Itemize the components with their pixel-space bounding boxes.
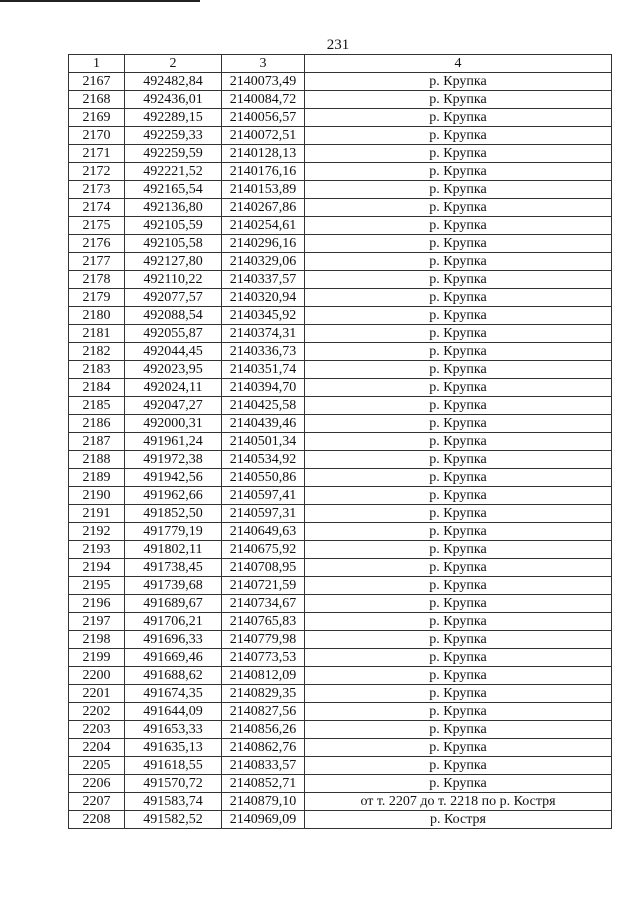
cell-y-coordinate: 2140597,31 <box>222 505 305 523</box>
cell-y-coordinate: 2140501,34 <box>222 433 305 451</box>
cell-y-coordinate: 2140852,71 <box>222 775 305 793</box>
column-header-point-number: 1 <box>69 55 125 73</box>
cell-description: р. Крупка <box>305 469 612 487</box>
cell-y-coordinate: 2140056,57 <box>222 109 305 127</box>
cell-y-coordinate: 2140374,31 <box>222 325 305 343</box>
cell-x-coordinate: 491696,33 <box>125 631 222 649</box>
cell-y-coordinate: 2140254,61 <box>222 217 305 235</box>
cell-description: р. Крупка <box>305 73 612 91</box>
cell-point-number: 2168 <box>69 91 125 109</box>
cell-x-coordinate: 492165,54 <box>125 181 222 199</box>
cell-description: р. Крупка <box>305 631 612 649</box>
table-row <box>69 379 612 397</box>
table-row <box>69 685 612 703</box>
cell-point-number: 2206 <box>69 775 125 793</box>
cell-y-coordinate: 2140337,57 <box>222 271 305 289</box>
cell-y-coordinate: 2140351,74 <box>222 361 305 379</box>
cell-description: р. Крупка <box>305 703 612 721</box>
cell-point-number: 2194 <box>69 559 125 577</box>
cell-x-coordinate: 491739,68 <box>125 577 222 595</box>
cell-x-coordinate: 491852,50 <box>125 505 222 523</box>
cell-description: р. Крупка <box>305 451 612 469</box>
cell-x-coordinate: 491738,45 <box>125 559 222 577</box>
cell-description: р. Крупка <box>305 685 612 703</box>
table-row <box>69 757 612 775</box>
cell-x-coordinate: 491689,67 <box>125 595 222 613</box>
table-row <box>69 181 612 199</box>
cell-y-coordinate: 2140329,06 <box>222 253 305 271</box>
cell-x-coordinate: 492105,59 <box>125 217 222 235</box>
top-rule <box>0 0 200 2</box>
cell-point-number: 2195 <box>69 577 125 595</box>
cell-x-coordinate: 491706,21 <box>125 613 222 631</box>
cell-point-number: 2183 <box>69 361 125 379</box>
cell-description: р. Крупка <box>305 127 612 145</box>
cell-point-number: 2180 <box>69 307 125 325</box>
cell-description: р. Крупка <box>305 559 612 577</box>
cell-description: р. Крупка <box>305 739 612 757</box>
table-row <box>69 667 612 685</box>
cell-point-number: 2174 <box>69 199 125 217</box>
cell-x-coordinate: 491972,38 <box>125 451 222 469</box>
cell-y-coordinate: 2140534,92 <box>222 451 305 469</box>
cell-description: р. Крупка <box>305 415 612 433</box>
cell-point-number: 2191 <box>69 505 125 523</box>
cell-x-coordinate: 492023,95 <box>125 361 222 379</box>
cell-point-number: 2196 <box>69 595 125 613</box>
cell-point-number: 2192 <box>69 523 125 541</box>
cell-y-coordinate: 2140550,86 <box>222 469 305 487</box>
table-row <box>69 811 612 829</box>
cell-description: р. Крупка <box>305 379 612 397</box>
table-header-row <box>69 55 612 73</box>
coordinates-table <box>68 54 612 829</box>
cell-point-number: 2197 <box>69 613 125 631</box>
cell-y-coordinate: 2140812,09 <box>222 667 305 685</box>
cell-description: р. Крупка <box>305 595 612 613</box>
cell-x-coordinate: 492127,80 <box>125 253 222 271</box>
table-row <box>69 703 612 721</box>
table-row <box>69 775 612 793</box>
table-row <box>69 721 612 739</box>
table-row <box>69 505 612 523</box>
cell-description: р. Крупка <box>305 757 612 775</box>
cell-description: р. Крупка <box>305 271 612 289</box>
cell-x-coordinate: 491644,09 <box>125 703 222 721</box>
cell-y-coordinate: 2140345,92 <box>222 307 305 325</box>
cell-description: р. Крупка <box>305 541 612 559</box>
cell-y-coordinate: 2140856,26 <box>222 721 305 739</box>
table-row <box>69 217 612 235</box>
cell-description: р. Крупка <box>305 163 612 181</box>
cell-y-coordinate: 2140829,35 <box>222 685 305 703</box>
cell-x-coordinate: 491635,13 <box>125 739 222 757</box>
cell-x-coordinate: 491583,74 <box>125 793 222 811</box>
cell-description: р. Крупка <box>305 289 612 307</box>
cell-y-coordinate: 2140084,72 <box>222 91 305 109</box>
table-row <box>69 361 612 379</box>
cell-x-coordinate: 492044,45 <box>125 343 222 361</box>
cell-x-coordinate: 492000,31 <box>125 415 222 433</box>
table-row <box>69 451 612 469</box>
cell-description: от т. 2207 до т. 2218 по р. Костря <box>305 793 612 811</box>
cell-point-number: 2170 <box>69 127 125 145</box>
table-row <box>69 613 612 631</box>
table-row <box>69 649 612 667</box>
cell-x-coordinate: 492047,27 <box>125 397 222 415</box>
cell-y-coordinate: 2140721,59 <box>222 577 305 595</box>
cell-y-coordinate: 2140072,51 <box>222 127 305 145</box>
table-row <box>69 73 612 91</box>
cell-x-coordinate: 492088,54 <box>125 307 222 325</box>
cell-description: р. Крупка <box>305 253 612 271</box>
cell-point-number: 2185 <box>69 397 125 415</box>
cell-point-number: 2208 <box>69 811 125 829</box>
cell-y-coordinate: 2140336,73 <box>222 343 305 361</box>
table-row <box>69 559 612 577</box>
cell-description: р. Крупка <box>305 433 612 451</box>
table-row <box>69 235 612 253</box>
cell-x-coordinate: 491582,52 <box>125 811 222 829</box>
cell-point-number: 2202 <box>69 703 125 721</box>
cell-y-coordinate: 2140833,57 <box>222 757 305 775</box>
cell-x-coordinate: 492136,80 <box>125 199 222 217</box>
cell-description: р. Крупка <box>305 307 612 325</box>
cell-point-number: 2199 <box>69 649 125 667</box>
cell-point-number: 2187 <box>69 433 125 451</box>
cell-x-coordinate: 491961,24 <box>125 433 222 451</box>
cell-x-coordinate: 492259,33 <box>125 127 222 145</box>
cell-y-coordinate: 2140969,09 <box>222 811 305 829</box>
table-row <box>69 397 612 415</box>
cell-x-coordinate: 492077,57 <box>125 289 222 307</box>
cell-y-coordinate: 2140879,10 <box>222 793 305 811</box>
cell-y-coordinate: 2140153,89 <box>222 181 305 199</box>
cell-x-coordinate: 491570,72 <box>125 775 222 793</box>
cell-x-coordinate: 491618,55 <box>125 757 222 775</box>
cell-description: р. Крупка <box>305 235 612 253</box>
cell-y-coordinate: 2140779,98 <box>222 631 305 649</box>
cell-x-coordinate: 492055,87 <box>125 325 222 343</box>
table-row <box>69 91 612 109</box>
cell-description: р. Крупка <box>305 325 612 343</box>
cell-point-number: 2203 <box>69 721 125 739</box>
cell-description: р. Крупка <box>305 397 612 415</box>
cell-y-coordinate: 2140073,49 <box>222 73 305 91</box>
column-header-y-coordinate: 3 <box>222 55 305 73</box>
cell-description: р. Крупка <box>305 577 612 595</box>
table-row <box>69 163 612 181</box>
cell-x-coordinate: 491942,56 <box>125 469 222 487</box>
cell-description: р. Крупка <box>305 667 612 685</box>
cell-x-coordinate: 491688,62 <box>125 667 222 685</box>
cell-x-coordinate: 492024,11 <box>125 379 222 397</box>
cell-description: р. Крупка <box>305 343 612 361</box>
cell-y-coordinate: 2140439,46 <box>222 415 305 433</box>
cell-x-coordinate: 492221,52 <box>125 163 222 181</box>
table-row <box>69 109 612 127</box>
table-row <box>69 469 612 487</box>
cell-x-coordinate: 492105,58 <box>125 235 222 253</box>
cell-point-number: 2176 <box>69 235 125 253</box>
table-row <box>69 343 612 361</box>
cell-x-coordinate: 491802,11 <box>125 541 222 559</box>
cell-y-coordinate: 2140773,53 <box>222 649 305 667</box>
cell-point-number: 2177 <box>69 253 125 271</box>
cell-point-number: 2186 <box>69 415 125 433</box>
table-row <box>69 487 612 505</box>
cell-description: р. Крупка <box>305 361 612 379</box>
cell-x-coordinate: 491674,35 <box>125 685 222 703</box>
cell-description: р. Крупка <box>305 145 612 163</box>
cell-description: р. Крупка <box>305 505 612 523</box>
cell-y-coordinate: 2140708,95 <box>222 559 305 577</box>
cell-x-coordinate: 492482,84 <box>125 73 222 91</box>
cell-point-number: 2179 <box>69 289 125 307</box>
cell-y-coordinate: 2140675,92 <box>222 541 305 559</box>
table-row <box>69 145 612 163</box>
cell-description: р. Крупка <box>305 109 612 127</box>
table-row <box>69 739 612 757</box>
cell-point-number: 2205 <box>69 757 125 775</box>
cell-description: р. Крупка <box>305 487 612 505</box>
table-row <box>69 127 612 145</box>
cell-y-coordinate: 2140267,86 <box>222 199 305 217</box>
table-row <box>69 289 612 307</box>
cell-y-coordinate: 2140425,58 <box>222 397 305 415</box>
table-row <box>69 415 612 433</box>
cell-point-number: 2167 <box>69 73 125 91</box>
cell-point-number: 2169 <box>69 109 125 127</box>
table-row <box>69 307 612 325</box>
cell-description: р. Крупка <box>305 613 612 631</box>
cell-description: р. Крупка <box>305 523 612 541</box>
table-row <box>69 631 612 649</box>
table-body <box>69 73 612 829</box>
cell-point-number: 2193 <box>69 541 125 559</box>
cell-description: р. Крупка <box>305 649 612 667</box>
cell-x-coordinate: 492436,01 <box>125 91 222 109</box>
cell-point-number: 2173 <box>69 181 125 199</box>
cell-y-coordinate: 2140597,41 <box>222 487 305 505</box>
cell-x-coordinate: 491669,46 <box>125 649 222 667</box>
cell-description: р. Крупка <box>305 91 612 109</box>
column-header-description: 4 <box>305 55 612 73</box>
cell-point-number: 2189 <box>69 469 125 487</box>
cell-point-number: 2184 <box>69 379 125 397</box>
cell-y-coordinate: 2140296,16 <box>222 235 305 253</box>
cell-point-number: 2171 <box>69 145 125 163</box>
cell-x-coordinate: 492289,15 <box>125 109 222 127</box>
cell-point-number: 2188 <box>69 451 125 469</box>
cell-point-number: 2181 <box>69 325 125 343</box>
cell-x-coordinate: 492259,59 <box>125 145 222 163</box>
cell-point-number: 2204 <box>69 739 125 757</box>
column-header-x-coordinate: 2 <box>125 55 222 73</box>
cell-x-coordinate: 492110,22 <box>125 271 222 289</box>
cell-y-coordinate: 2140765,83 <box>222 613 305 631</box>
cell-point-number: 2175 <box>69 217 125 235</box>
page-number: 231 <box>326 37 350 53</box>
cell-x-coordinate: 491962,66 <box>125 487 222 505</box>
cell-description: р. Крупка <box>305 199 612 217</box>
cell-x-coordinate: 491779,19 <box>125 523 222 541</box>
table-row <box>69 577 612 595</box>
cell-point-number: 2172 <box>69 163 125 181</box>
table-row <box>69 793 612 811</box>
cell-y-coordinate: 2140734,67 <box>222 595 305 613</box>
cell-description: р. Крупка <box>305 775 612 793</box>
cell-point-number: 2198 <box>69 631 125 649</box>
cell-y-coordinate: 2140320,94 <box>222 289 305 307</box>
cell-point-number: 2182 <box>69 343 125 361</box>
table-row <box>69 199 612 217</box>
cell-y-coordinate: 2140827,56 <box>222 703 305 721</box>
cell-y-coordinate: 2140176,16 <box>222 163 305 181</box>
table-row <box>69 253 612 271</box>
table-header <box>69 55 612 73</box>
table-row <box>69 523 612 541</box>
cell-point-number: 2207 <box>69 793 125 811</box>
cell-x-coordinate: 491653,33 <box>125 721 222 739</box>
table-row <box>69 271 612 289</box>
cell-description: р. Крупка <box>305 721 612 739</box>
cell-description: р. Крупка <box>305 181 612 199</box>
table-row <box>69 433 612 451</box>
cell-y-coordinate: 2140862,76 <box>222 739 305 757</box>
cell-y-coordinate: 2140394,70 <box>222 379 305 397</box>
cell-description: р. Крупка <box>305 217 612 235</box>
cell-point-number: 2190 <box>69 487 125 505</box>
cell-y-coordinate: 2140649,63 <box>222 523 305 541</box>
cell-y-coordinate: 2140128,13 <box>222 145 305 163</box>
cell-description: р. Костря <box>305 811 612 829</box>
cell-point-number: 2200 <box>69 667 125 685</box>
cell-point-number: 2178 <box>69 271 125 289</box>
table-row <box>69 325 612 343</box>
table-row <box>69 541 612 559</box>
cell-point-number: 2201 <box>69 685 125 703</box>
table-row <box>69 595 612 613</box>
